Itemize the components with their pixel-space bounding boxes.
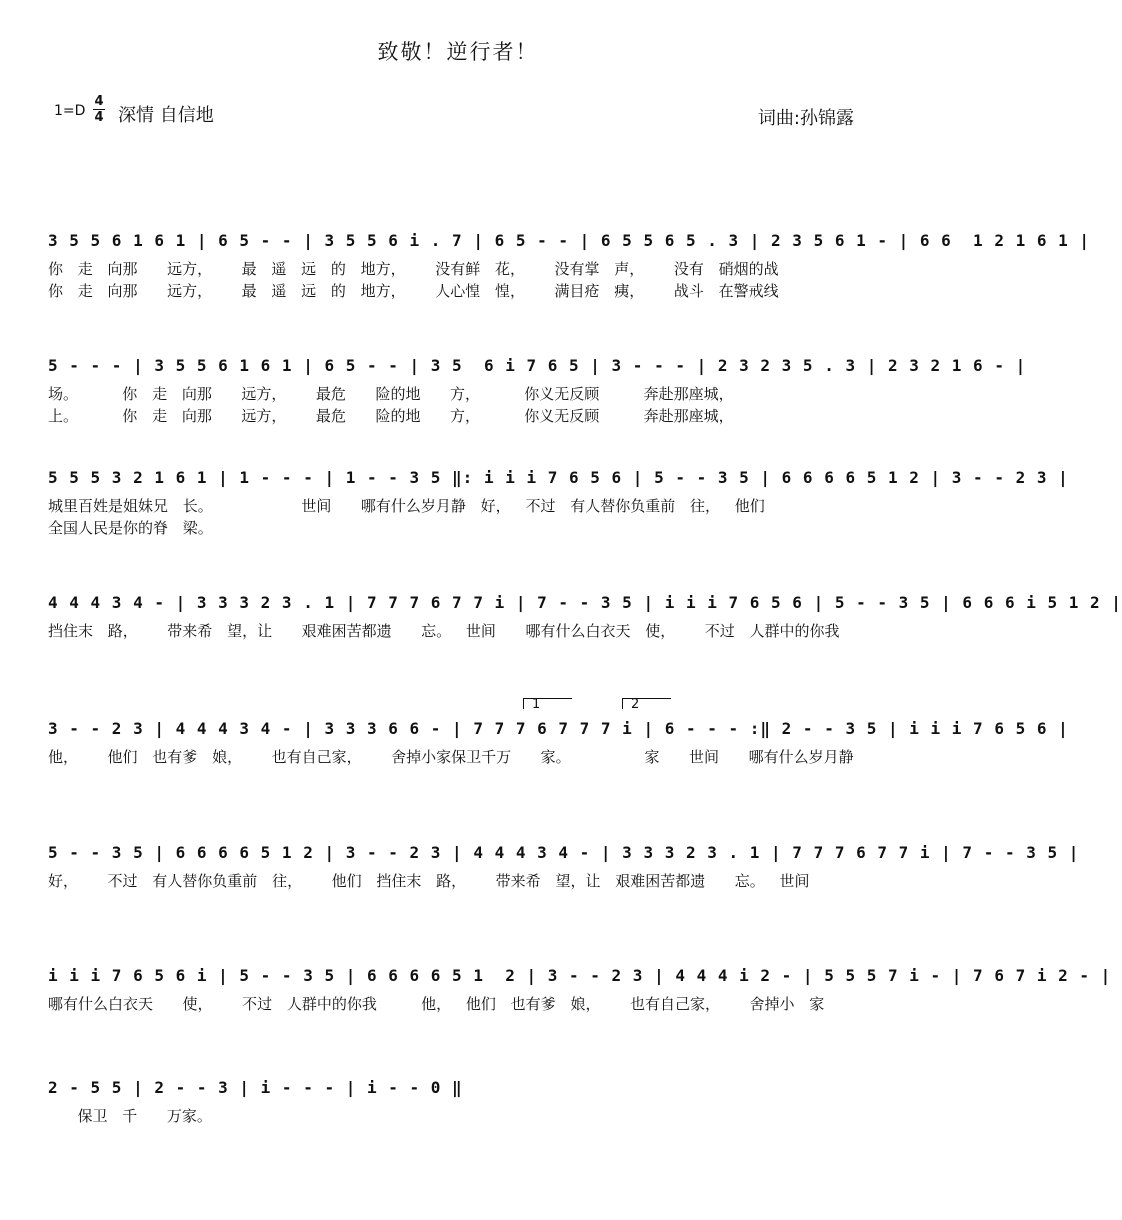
first-ending-label: 1 [532,697,541,712]
lyric-line-1: 城里百姓是姐妹兄 长。 世间 哪有什么岁月静 好， 不过 有人替你负重前 往， 他们 [48,497,765,515]
lyric-line-2: 上。 你 走 向那 远方， 最危 险的地 方， 你义无反顾 奔赴那座城， [48,407,734,425]
lyric-line-1: 哪有什么白衣天 使， 不过 人群中的你我 他， 他们 也有爹 娘， 也有自己家， 舍掉小 家 [48,995,825,1013]
notation-line: 2 - 5 5 | 2 - - 3 | i - - - | i - - 0 ‖ [48,1078,463,1097]
lyric-line-1: 你 走 向那 远方， 最 遥 远 的 地方， 没有鲜 花， 没有掌 声， 没有 硝烟的战 [48,260,779,278]
lyric-line-1: 挡住末 路， 带来希 望，让 艰难困苦都遗 忘。 世间 哪有什么白衣天 使， 不过 人群中的你我 [48,622,840,640]
notation-line: 3 - - 2 3 | 4 4 4 3 4 - | 3 3 3 6 6 - | 7 7 7 6 7 7 7 i | 6 - - - :‖ 2 - - 3 5 | i i i 7 6 5 6 | [48,719,1069,738]
second-ending-bracket [622,697,671,712]
notation-line: i i i 7 6 5 6 i | 5 - - 3 5 | 6 6 6 6 5 1 2 | 3 - - 2 3 | 4 4 4 i 2 - | 5 5 5 7 i - | 7 6 7 i 2 - | [48,966,1112,985]
lyric-line-2: 全国人民是你的脊 梁。 [48,519,213,537]
notation-line: 5 - - 3 5 | 6 6 6 6 5 1 2 | 3 - - 2 3 | 4 4 4 3 4 - | 3 3 3 2 3 . 1 | 7 7 7 6 7 7 i | 7 - - 3 5 | [48,843,1080,862]
lyric-line-1: 他， 他们 也有爹 娘， 也有自己家， 舍掉小家保卫千万 家。 家 世间 哪有什么岁月静 [48,748,854,766]
notation-line: 4 4 4 3 4 - | 3 3 3 2 3 . 1 | 7 7 7 6 7 7 i | 7 - - 3 5 | i i i 7 6 5 6 | 5 - - 3 5 | 6 6 6 i 5 1 2 | [48,593,1122,612]
lyric-line-2 [48,1127,878,1149]
song-title: 致敬！逆行者！ [377,40,539,64]
notation-line: 5 - - - | 3 5 5 6 1 6 1 | 6 5 - - | 3 5 6 i 7 6 5 | 3 - - - | 2 3 2 3 5 . 3 | 2 3 2 1 6 - | [48,356,1027,375]
lyric-line-2 [48,768,878,790]
notation-line: 5 5 5 3 2 1 6 1 | 1 - - - | 1 - - 3 5 ‖: i i i 7 6 5 6 | 5 - - 3 5 | 6 6 6 6 5 1 2 | 3 - - 2 3 | [48,468,1069,487]
expression-mark: 深情 自信地 [118,105,214,126]
lyric-line-2 [48,642,878,664]
notation-line: 3 5 5 6 1 6 1 | 6 5 - - | 3 5 5 6 i . 7 | 6 5 - - | 6 5 5 6 5 . 3 | 2 3 5 6 1 - | 6 6 1 2 1 6 1 | [48,231,1091,250]
lyric-line-2 [48,1015,878,1037]
lyric-line-2 [48,892,878,914]
lyric-line-2: 你 走 向那 远方， 最 遥 远 的 地方， 人心惶 惶， 满目疮 痍， 战斗 在警戒线 [48,282,779,300]
time-signature-top: 4 [94,94,104,109]
key-signature: 1=D [54,103,86,119]
time-signature-bottom: 4 [94,110,104,125]
lyric-line-1: 好， 不过 有人替你负重前 往， 他们 挡住末 路， 带来希 望，让 艰难困苦都遗 忘。 世间 [48,872,810,890]
lyric-line-1: 场。 你 走 向那 远方， 最危 险的地 方， 你义无反顾 奔赴那座城， [48,385,734,403]
author-credit: 词曲:孙锦露 [757,108,854,129]
time-signature [93,94,105,125]
lyric-line-1: 保卫 千 万家。 [48,1107,212,1125]
second-ending-label: 2 [631,697,640,712]
first-ending-bracket [523,697,572,712]
